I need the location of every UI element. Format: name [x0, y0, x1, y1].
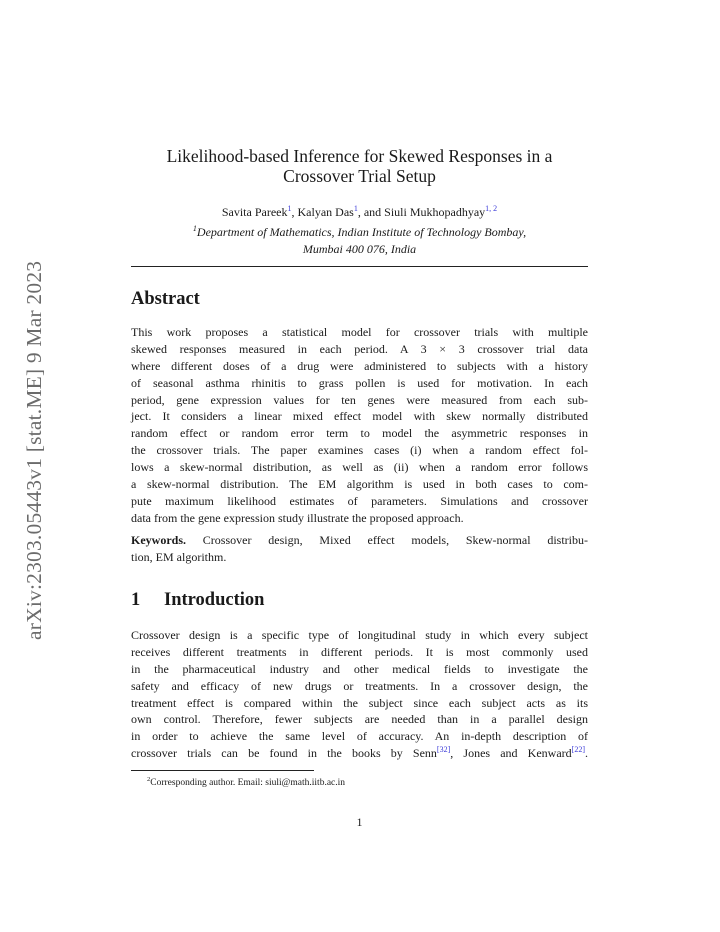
author-name: Kalyan Das: [297, 205, 354, 219]
author-affil-mark[interactable]: 1: [287, 204, 292, 213]
citation-link[interactable]: [22]: [571, 745, 585, 755]
author-name: Siuli Mukhopadhyay: [384, 205, 486, 219]
keywords-text: tion, EM algorithm.: [131, 549, 227, 564]
abstract-line: pute maximum likelihood estimates of parameters. Simulations and crossover: [131, 493, 588, 508]
abstract-line: the crossover trials. The paper examines cases (i) when a random effect fol-: [131, 443, 588, 458]
footnote-mark: 2: [147, 776, 151, 783]
abstract-line: random effect or random error term to model the asymmetric responses in: [131, 426, 588, 441]
affiliation: [131, 220, 588, 258]
author-list: [131, 201, 588, 220]
arxiv-stamp: [22, 245, 44, 640]
section-title: Introduction: [164, 590, 265, 610]
author-affil-mark[interactable]: 1, 2: [485, 204, 498, 213]
keywords: [131, 532, 588, 566]
body-line-with-citations: [131, 745, 588, 762]
body-text: .: [584, 746, 588, 761]
arxiv-id: arXiv:2303.05443v1 [stat.ME] 9 Mar 2023: [22, 260, 46, 640]
footnote-text: Corresponding author. Email: siuli@math.iitb.ac.in: [150, 778, 346, 789]
paper-title: [131, 146, 588, 186]
affiliation-line: Mumbai 400 076, India: [302, 242, 417, 256]
body-line: safety and efficacy of new drugs or treatments. In a crossover design, the: [131, 678, 588, 693]
abstract-body: [131, 324, 588, 527]
abstract-line: data from the gene expression study illustrate the proposed approach.: [131, 510, 464, 525]
abstract-line: lows a skew-normal distribution, as well as (ii) when a random error follows: [131, 460, 588, 475]
title-line: Crossover Trial Setup: [283, 166, 436, 186]
body-line: receives different treatments in different periods. It is most commonly used: [131, 644, 588, 659]
keywords-text: Crossover design, Mixed effect models, Skew-normal distribu-: [186, 533, 588, 547]
author-separator: , and: [357, 205, 385, 219]
page-number: 1: [356, 815, 363, 829]
header-divider: [131, 266, 588, 267]
body-line: treatment effect is compared within the subject since each subject acts as its: [131, 695, 588, 710]
abstract-line: where different doses of a drug were administered to subjects with a history: [131, 358, 588, 373]
author-separator: ,: [291, 205, 298, 219]
author-name: Savita Pareek: [221, 205, 288, 219]
body-line: in the pharmaceutical industry and other medical fields to investigate the: [131, 661, 588, 676]
body-text: crossover trials can be found in the books by Senn: [131, 746, 437, 761]
affiliation-mark: 1: [192, 224, 197, 233]
author-affil-mark[interactable]: 1: [353, 204, 358, 213]
title-line: Likelihood-based Inference for Skewed Responses in a: [166, 146, 553, 166]
body-line: Crossover design is a specific type of longitudinal study in which every subject: [131, 628, 588, 642]
body-line: own control. Therefore, fewer subjects are needed than in a parallel design: [131, 712, 588, 727]
footnote-divider: [131, 770, 314, 771]
keywords-label: Keywords.: [131, 533, 186, 547]
abstract-line: a skew-normal distribution. The EM algorithm is used in both cases to com-: [131, 477, 588, 492]
section-number: 1: [131, 590, 141, 610]
abstract-line: ject. It considers a linear mixed effect model with skew normally distributed: [131, 409, 588, 424]
citation-link[interactable]: [32]: [436, 745, 451, 755]
section-heading-introduction: [131, 590, 264, 611]
abstract-line: This work proposes a statistical model for crossover trials with multiple: [131, 325, 588, 339]
body-line: in order to achieve the same level of accuracy. An in-depth description of: [131, 729, 588, 744]
affiliation-line: Department of Mathematics, Indian Institute of Technology Bombay,: [196, 225, 527, 239]
body-text: , Jones and Kenward: [450, 746, 572, 761]
abstract-heading: Abstract: [131, 289, 200, 309]
abstract-line: skewed responses measured in each period. A 3 × 3 crossover trial data: [131, 341, 588, 356]
introduction-body: [131, 627, 588, 762]
footnote: [147, 773, 345, 790]
abstract-line: of seasonal asthma rhinitis to grass pollen is used for motivation. In each: [131, 375, 588, 390]
abstract-line: period, gene expression values for ten genes were measured from each sub-: [131, 392, 588, 407]
